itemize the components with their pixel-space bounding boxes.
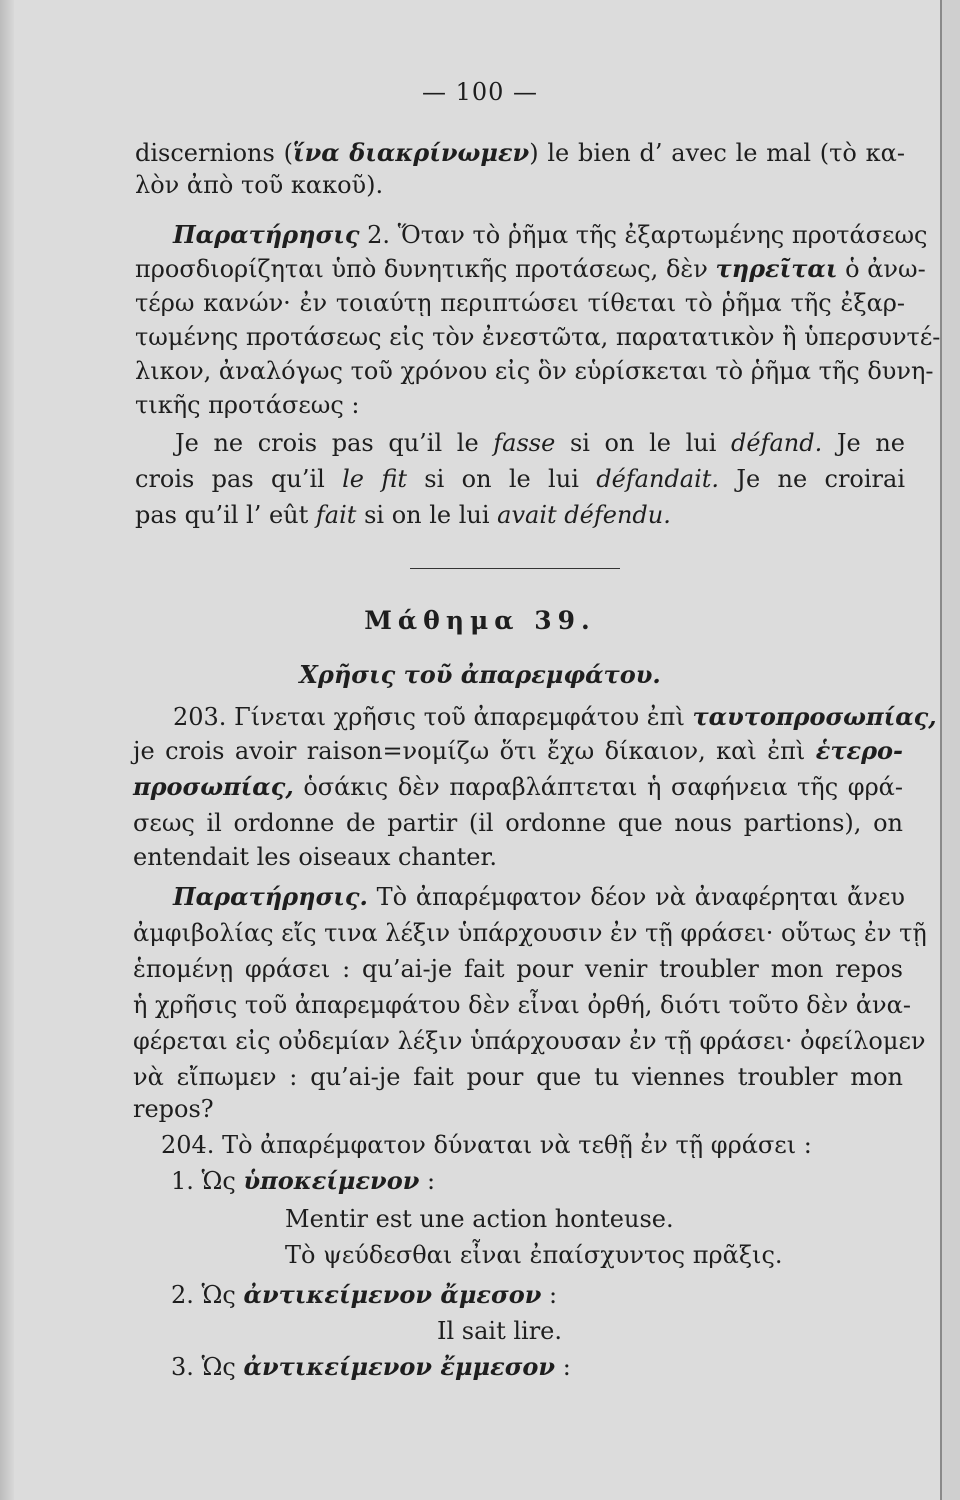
emphasis-text: ἀντικείμενον ἔμμεσον [243, 1352, 556, 1381]
section-divider [410, 568, 620, 569]
emphasis-text: ἵνα διακρίνωμεν [292, 138, 530, 167]
text-line: νὰ εἴπωμεν : qu’ai-je fait pour que tu viennes troubler mon [133, 1063, 903, 1091]
text-line: entendait les oiseaux chanter. [133, 843, 497, 871]
emphasis-text: le fit [342, 465, 407, 493]
emphasis-text: Παρατήρησις. [173, 882, 368, 911]
text-line: προσδιορίζηται ὑπὸ δυνητικῆς προτάσεως, δὲν τηρεῖται ὁ ἀνω- [135, 254, 926, 283]
text-line: τέρω κανών· ἐν τοιαύτῃ περιπτώσει τίθεται τὸ ῥῆμα τῆς ἐξαρ- [135, 289, 905, 317]
text-line: 203. Γίνεται χρῆσις τοῦ ἀπαρεμφάτου ἐπὶ ταυτοπροσωπίας, [173, 702, 937, 731]
text-line: τωμένης προτάσεως εἰς τὸν ἐνεστῶτα, παρατατικὸν ἢ ὑπερσυντέ- [135, 323, 941, 351]
text-line: Τὸ ψεύδεσθαι εἶναι ἐπαίσχυντος πρᾶξις. [285, 1241, 783, 1269]
text-line: ἑπομένῃ φράσει : qu’ai-je fait pour venir troubler mon repos [133, 955, 903, 983]
text-line: τικῆς προτάσεως : [135, 391, 360, 419]
text-line: σεως il ordonne de partir (il ordonne que nous partions), on [133, 809, 903, 837]
lesson-title: Μάθημα 39. [364, 606, 596, 635]
text-line: repos? [133, 1095, 214, 1123]
page-edge-left [0, 0, 14, 1500]
text-line: Il sait lire. [437, 1317, 563, 1345]
text-line: Παρατήρησις 2. Ὅταν τὸ ῥῆμα τῆς ἐξαρτωμένης προτάσεως [173, 220, 928, 249]
text-line: ἀμφιβολίας εἴς τινα λέξιν ὑπάρχουσιν ἐν τῇ φράσει· οὕτως ἐν τῇ [133, 919, 927, 947]
text-line: Je ne crois pas qu’il le fasse si on le lui défand. Je ne [175, 429, 906, 457]
text-line: 2. Ὡς ἀντικείμενον ἄμεσον : [171, 1280, 558, 1309]
text-line: crois pas qu’il le fit si on le lui défandait. Je ne croirai [135, 465, 905, 493]
page-edge-right [940, 0, 960, 1500]
emphasis-text: ἀντικείμενον ἄμεσον [243, 1280, 542, 1309]
emphasis-text: προσωπίας, [133, 772, 294, 801]
text-line: Mentir est une action honteuse. [285, 1205, 674, 1233]
text-line: ἡ χρῆσις τοῦ ἀπαρεμφάτου δὲν εἶναι ὀρθή, διότι τοῦτο δὲν ἀνα- [133, 991, 911, 1019]
text-line: discernions (ἵνα διακρίνωμεν) le bien d’ avec le mal (τὸ κα- [135, 138, 905, 167]
text-line: 204. Τὸ ἀπαρέμφατον δύναται νὰ τεθῇ ἐν τῇ φράσει : [161, 1131, 812, 1159]
text-line: φέρεται εἰς οὐδεμίαν λέξιν ὑπάρχουσαν ἐν τῇ φράσει· ὀφείλομεν [133, 1027, 926, 1055]
text-line: λὸν ἀπὸ τοῦ κακοῦ). [135, 171, 384, 199]
emphasis-text: ἑτερο- [815, 736, 903, 765]
text-line: προσωπίας, ὁσάκις δὲν παραβλάπτεται ἡ σαφήνεια τῆς φρά- [133, 772, 903, 801]
emphasis-text: fait [315, 501, 357, 529]
emphasis-text: défandait. [596, 465, 720, 493]
emphasis-text: fasse [493, 429, 556, 457]
emphasis-text: ταυτοπροσωπίας, [692, 702, 937, 731]
emphasis-text: ὑποκείμενον [243, 1166, 420, 1195]
text-line: Παρατήρησις. Τὸ ἀπαρέμφατον δέον νὰ ἀναφέρηται ἄνευ [173, 882, 905, 911]
text-line: je crois avoir raison=νομίζω ὅτι ἔχω δίκαιον, καὶ ἐπὶ ἑτερο- [133, 736, 903, 765]
text-line: 1. Ὡς ὑποκείμενον : [171, 1166, 436, 1195]
emphasis-text: Παρατήρησις [173, 220, 360, 249]
lesson-subtitle: Χρῆσις τοῦ ἀπαρεμφάτου. [299, 660, 661, 689]
emphasis-text: défand. [731, 429, 823, 457]
text-line: pas qu’il l’ eût fait si on le lui avait défendu. [135, 501, 671, 529]
page-number: — 100 — [421, 78, 539, 106]
text-line: λικον, ἀναλόγως τοῦ χρόνου εἰς ὃν εὑρίσκεται τὸ ῥῆμα τῆς δυνη- [135, 357, 934, 385]
emphasis-text: avait défendu. [497, 501, 671, 529]
emphasis-text: τηρεῖται [715, 254, 838, 283]
text-line: 3. Ὡς ἀντικείμενον ἔμμεσον : [171, 1352, 571, 1381]
